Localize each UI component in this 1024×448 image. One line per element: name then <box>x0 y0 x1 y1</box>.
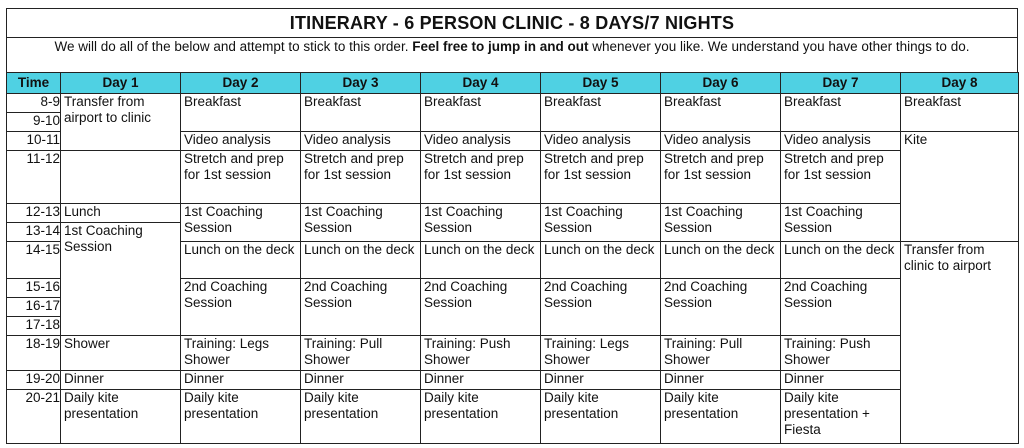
day1-kite-cell: Daily kite presentation <box>61 390 181 444</box>
day7-coaching2-cell: 2nd Coaching Session <box>781 279 901 336</box>
day2-coaching1-cell: 1st Coaching Session <box>181 204 301 242</box>
table-row <box>7 94 1019 113</box>
shower-label: Shower <box>304 352 350 367</box>
day6-stretch-cell: Stretch and prep for 1st session <box>661 151 781 204</box>
time-cell: 17-18 <box>7 317 61 336</box>
header-time: Time <box>7 73 61 94</box>
shower-label: Shower <box>424 352 470 367</box>
day4-dinner-cell: Dinner <box>421 371 541 390</box>
day7-coaching1-cell: 1st Coaching Session <box>781 204 901 242</box>
table-row <box>7 371 1019 390</box>
day4-lunch-cell: Lunch on the deck <box>421 242 541 279</box>
day2-stretch-cell: Stretch and prep for 1st session <box>181 151 301 204</box>
time-cell: 12-13 <box>7 204 61 223</box>
day7-training-cell <box>781 336 901 371</box>
day6-breakfast-cell: Breakfast <box>661 94 781 132</box>
time-cell: 9-10 <box>7 113 61 132</box>
shower-label: Shower <box>784 352 830 367</box>
day1-lunch-cell: Lunch <box>61 204 181 223</box>
day1-coaching-cell: 1st Coaching Session <box>61 223 181 336</box>
day3-coaching2-cell: 2nd Coaching Session <box>301 279 421 336</box>
day4-stretch-cell: Stretch and prep for 1st session <box>421 151 541 204</box>
time-cell: 16-17 <box>7 298 61 317</box>
day4-breakfast-cell: Breakfast <box>421 94 541 132</box>
day2-training-cell <box>181 336 301 371</box>
day5-coaching1-cell: 1st Coaching Session <box>541 204 661 242</box>
table-row <box>7 204 1019 223</box>
day6-coaching2-cell: 2nd Coaching Session <box>661 279 781 336</box>
day2-breakfast-cell: Breakfast <box>181 94 301 132</box>
header-day-4: Day 4 <box>421 73 541 94</box>
day5-breakfast-cell: Breakfast <box>541 94 661 132</box>
header-day-3: Day 3 <box>301 73 421 94</box>
training-label: Training: Push <box>784 336 871 351</box>
shower-label: Shower <box>664 352 710 367</box>
day1-transfer-cell: Transfer from airport to clinic <box>61 94 181 151</box>
day2-lunch-cell: Lunch on the deck <box>181 242 301 279</box>
day8-breakfast-cell: Breakfast <box>901 94 1019 132</box>
day5-training-cell <box>541 336 661 371</box>
intro-text <box>6 37 1018 72</box>
day4-coaching1-cell: 1st Coaching Session <box>421 204 541 242</box>
day6-video-cell: Video analysis <box>661 132 781 151</box>
day3-lunch-cell: Lunch on the deck <box>301 242 421 279</box>
day3-stretch-cell: Stretch and prep for 1st session <box>301 151 421 204</box>
intro-text-bold: Feel free to jump in and out <box>412 39 589 54</box>
time-cell: 13-14 <box>7 223 61 242</box>
header-day-2: Day 2 <box>181 73 301 94</box>
day3-dinner-cell: Dinner <box>301 371 421 390</box>
table-row <box>7 151 1019 204</box>
day2-coaching2-cell: 2nd Coaching Session <box>181 279 301 336</box>
day7-video-cell: Video analysis <box>781 132 901 151</box>
day6-training-cell <box>661 336 781 371</box>
day8-kite-cell: Kite <box>901 132 1019 242</box>
intro-text-end: whenever you like. We understand you have other things to do. <box>588 39 970 54</box>
day3-training-cell <box>301 336 421 371</box>
day1-dinner-cell: Dinner <box>61 371 181 390</box>
day2-dinner-cell: Dinner <box>181 371 301 390</box>
time-cell: 8-9 <box>7 94 61 113</box>
header-day-1: Day 1 <box>61 73 181 94</box>
day7-kite-cell: Daily kite presentation + Fiesta <box>781 390 901 444</box>
table-row <box>7 336 1019 371</box>
day6-coaching1-cell: 1st Coaching Session <box>661 204 781 242</box>
day6-dinner-cell: Dinner <box>661 371 781 390</box>
day7-breakfast-cell: Breakfast <box>781 94 901 132</box>
day3-video-cell: Video analysis <box>301 132 421 151</box>
day7-stretch-cell: Stretch and prep for 1st session <box>781 151 901 204</box>
day5-stretch-cell: Stretch and prep for 1st session <box>541 151 661 204</box>
day1-shower-cell: Shower <box>61 336 181 371</box>
day4-training-cell <box>421 336 541 371</box>
training-label: Training: Pull <box>664 336 743 351</box>
day8-transfer-cell: Transfer from clinic to airport <box>901 242 1019 444</box>
time-cell: 20-21 <box>7 390 61 444</box>
day5-kite-cell: Daily kite presentation <box>541 390 661 444</box>
header-day-6: Day 6 <box>661 73 781 94</box>
day5-video-cell: Video analysis <box>541 132 661 151</box>
itinerary-table <box>6 72 1019 444</box>
day6-kite-cell: Daily kite presentation <box>661 390 781 444</box>
training-label: Training: Legs <box>544 336 630 351</box>
time-cell: 14-15 <box>7 242 61 279</box>
training-label: Training: Legs <box>184 336 270 351</box>
header-day-7: Day 7 <box>781 73 901 94</box>
header-row <box>7 73 1019 94</box>
shower-label: Shower <box>544 352 590 367</box>
time-cell: 19-20 <box>7 371 61 390</box>
shower-label: Shower <box>184 352 230 367</box>
day5-dinner-cell: Dinner <box>541 371 661 390</box>
table-row <box>7 390 1019 444</box>
intro-text-start: We will do all of the below and attempt to stick to this order. <box>54 39 413 54</box>
day3-kite-cell: Daily kite presentation <box>301 390 421 444</box>
header-day-5: Day 5 <box>541 73 661 94</box>
time-cell: 15-16 <box>7 279 61 298</box>
time-cell: 18-19 <box>7 336 61 371</box>
day4-video-cell: Video analysis <box>421 132 541 151</box>
day6-lunch-cell: Lunch on the deck <box>661 242 781 279</box>
day7-lunch-cell: Lunch on the deck <box>781 242 901 279</box>
day5-lunch-cell: Lunch on the deck <box>541 242 661 279</box>
time-cell: 11-12 <box>7 151 61 204</box>
day2-video-cell: Video analysis <box>181 132 301 151</box>
day2-kite-cell: Daily kite presentation <box>181 390 301 444</box>
day7-dinner-cell: Dinner <box>781 371 901 390</box>
day5-coaching2-cell: 2nd Coaching Session <box>541 279 661 336</box>
day1-empty-cell <box>61 151 181 204</box>
training-label: Training: Push <box>424 336 511 351</box>
day3-breakfast-cell: Breakfast <box>301 94 421 132</box>
day3-coaching1-cell: 1st Coaching Session <box>301 204 421 242</box>
day4-kite-cell: Daily kite presentation <box>421 390 541 444</box>
time-cell: 10-11 <box>7 132 61 151</box>
training-label: Training: Pull <box>304 336 383 351</box>
day4-coaching2-cell: 2nd Coaching Session <box>421 279 541 336</box>
itinerary-title: ITINERARY - 6 PERSON CLINIC - 8 DAYS/7 NIGHTS <box>6 8 1018 37</box>
header-day-8: Day 8 <box>901 73 1019 94</box>
